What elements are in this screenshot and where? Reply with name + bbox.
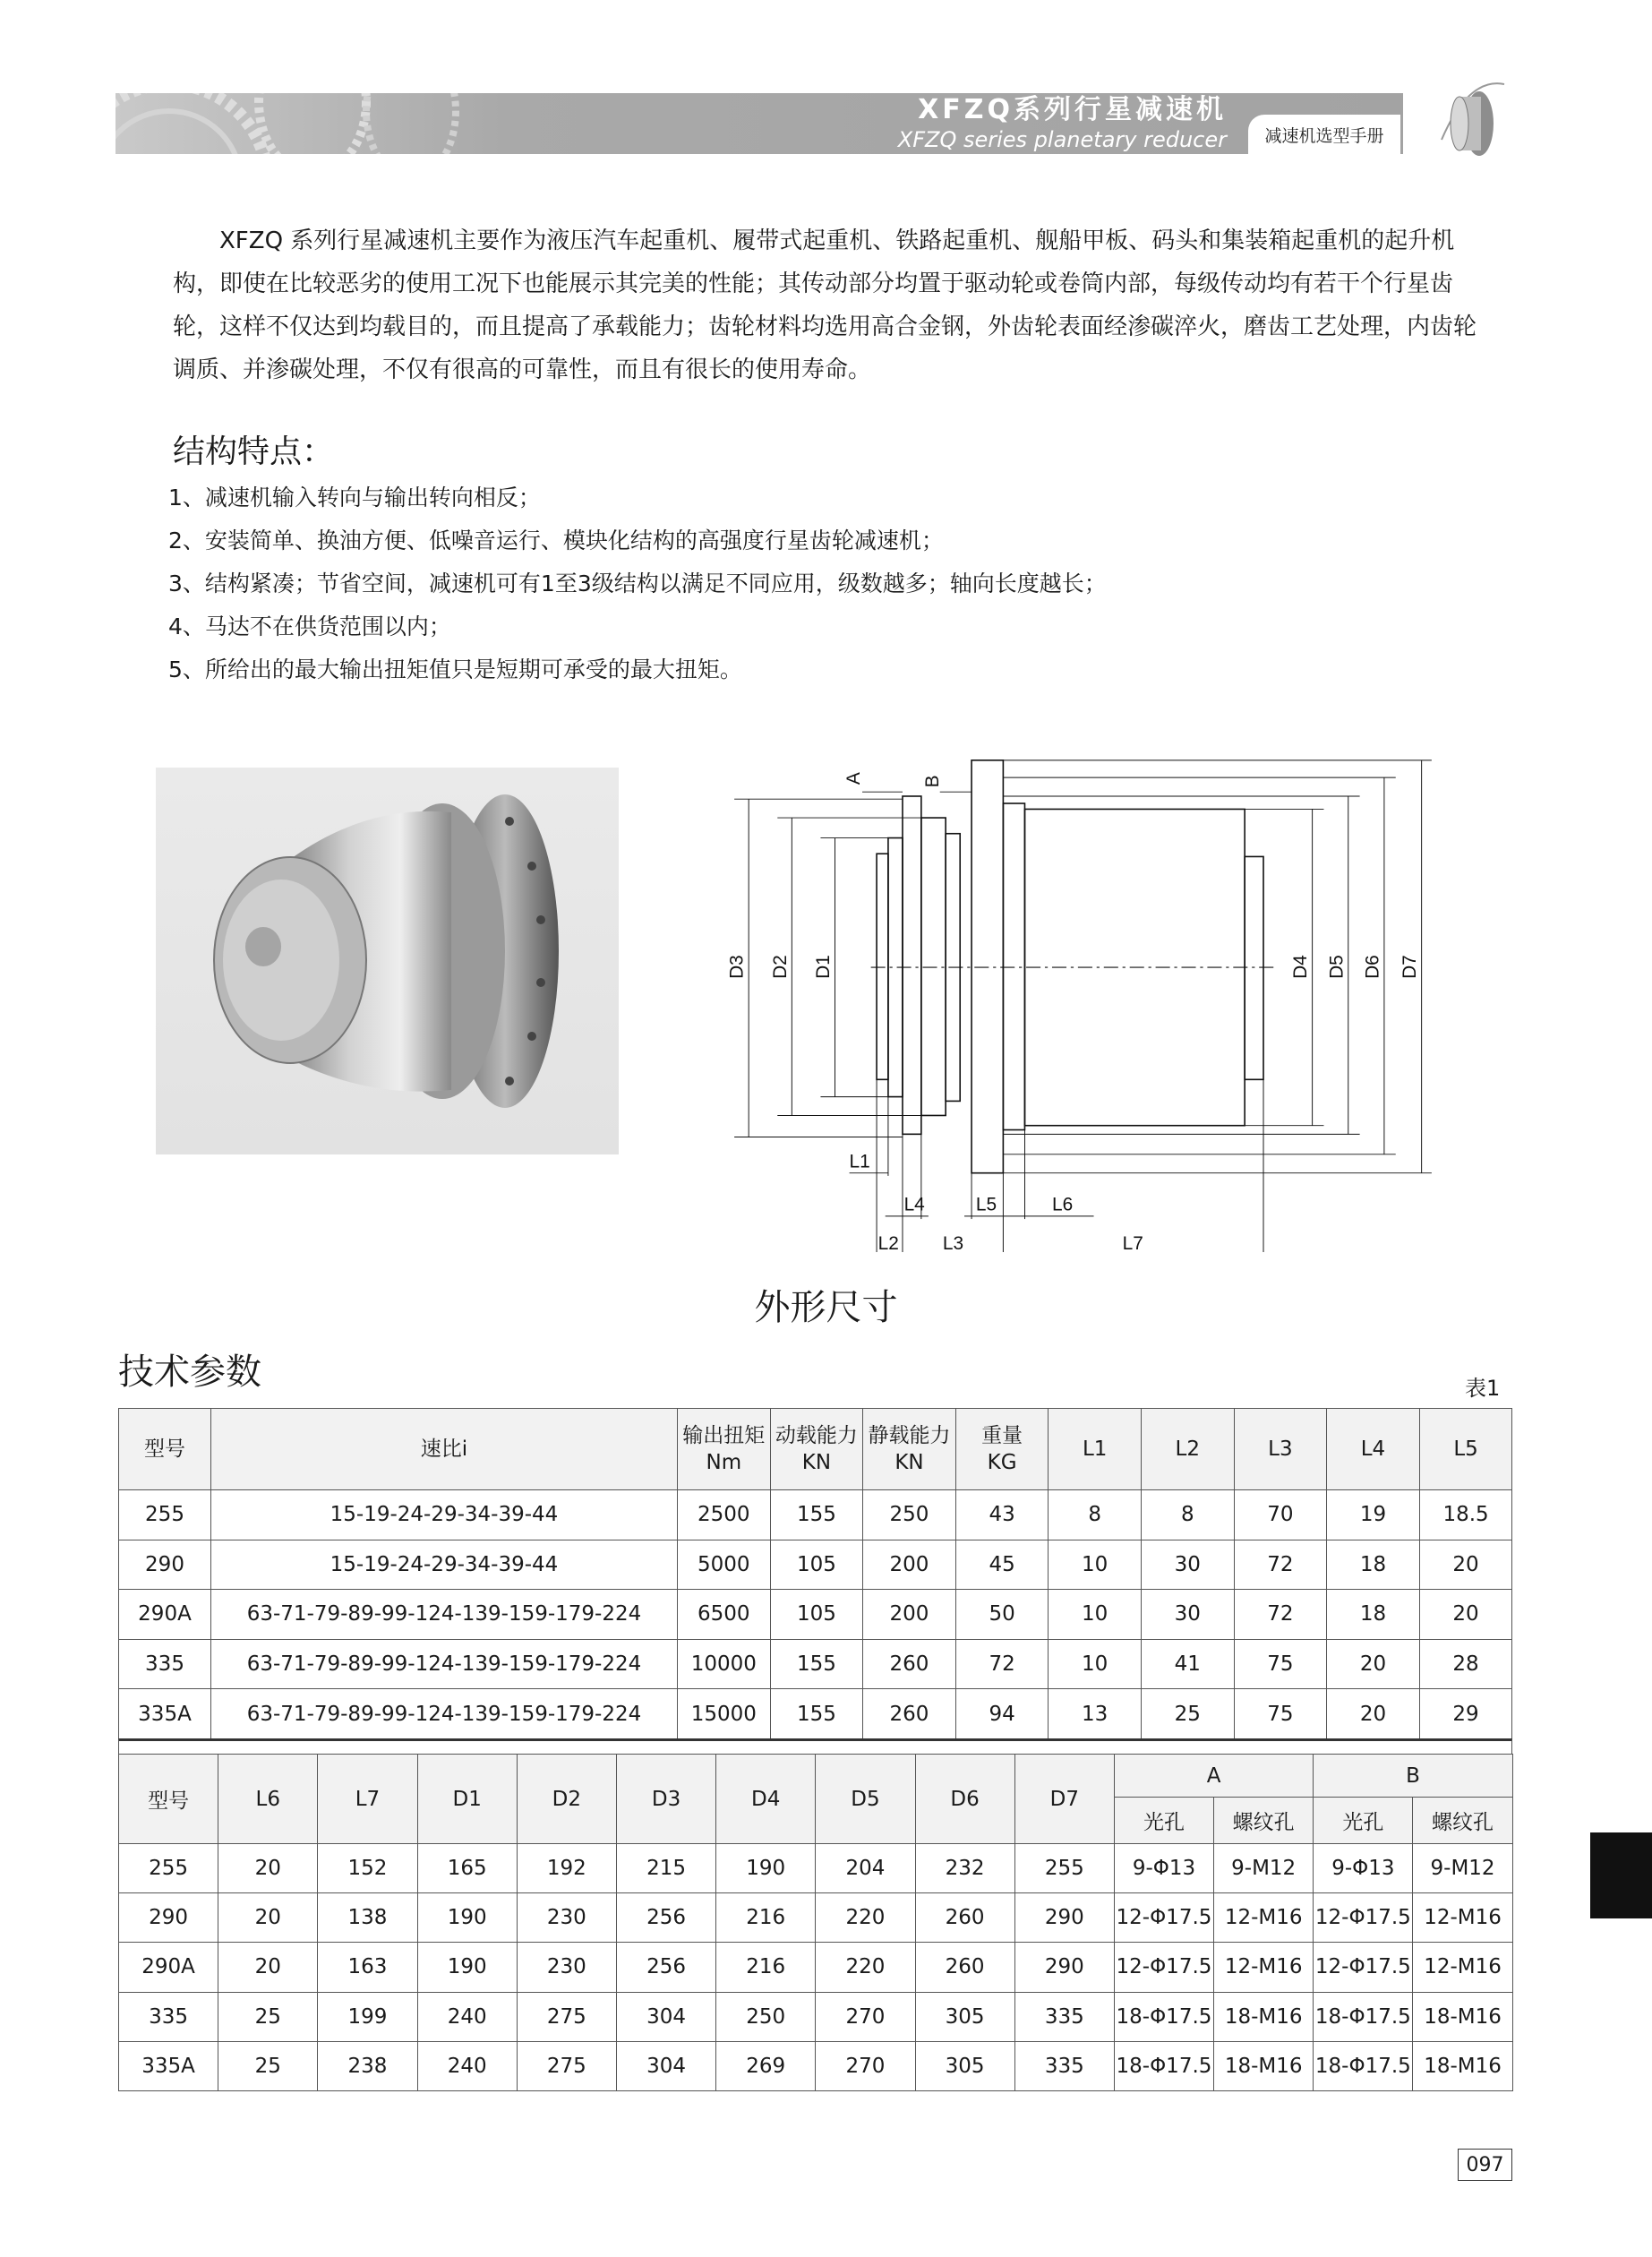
table-cell: 18-Φ17.5 [1314, 2041, 1413, 2090]
table-cell: 256 [616, 1893, 715, 1943]
table-cell: 305 [915, 2041, 1014, 2090]
column-header: L5 [1419, 1409, 1512, 1490]
table-cell: 18-Φ17.5 [1114, 2041, 1213, 2090]
table-row [119, 1893, 1513, 1943]
label-d4: D4 [1290, 955, 1312, 979]
table-cell: 260 [915, 1943, 1014, 1992]
label-d5: D5 [1326, 955, 1348, 979]
label-d7: D7 [1399, 955, 1421, 979]
feature-item: 4、马达不在供货范围以内； [168, 614, 451, 639]
table-cell: 15-19-24-29-34-39-44 [211, 1540, 678, 1590]
table-cell: 152 [318, 1844, 417, 1893]
table-cell: 12-M16 [1214, 1893, 1314, 1943]
column-group-b: B [1314, 1755, 1512, 1798]
table-cell: 200 [863, 1590, 956, 1640]
features-heading: 结构特点： [173, 433, 335, 470]
table-cell: 15000 [678, 1689, 771, 1739]
table-cell: 256 [616, 1943, 715, 1992]
table-cell: 255 [119, 1844, 218, 1893]
table-number: 表1 [1465, 1376, 1501, 1401]
table-cell: 18-M16 [1413, 1992, 1512, 2041]
table-cell: 260 [863, 1689, 956, 1739]
table-cell: 12-Φ17.5 [1314, 1893, 1413, 1943]
column-header: 型号 [119, 1755, 218, 1844]
table-cell: 9-M12 [1214, 1844, 1314, 1893]
column-header: 输出扭矩 Nm [678, 1409, 771, 1490]
table-cell: 255 [1014, 1844, 1114, 1893]
table-cell: 204 [816, 1844, 915, 1893]
label-a: A [843, 772, 864, 785]
table-cell: 105 [770, 1540, 863, 1590]
table-cell: 290A [119, 1590, 211, 1640]
table-cell: 304 [616, 2041, 715, 2090]
table-cell: 238 [318, 2041, 417, 2090]
column-group-a: A [1114, 1755, 1313, 1798]
table-cell: 290A [119, 1943, 218, 1992]
table-cell: 335A [119, 1689, 211, 1739]
table-cell: 20 [1327, 1639, 1420, 1689]
table-cell: 25 [1141, 1689, 1234, 1739]
table-row [119, 1943, 1513, 1992]
table-cell: 75 [1234, 1639, 1327, 1689]
label-d2: D2 [769, 955, 791, 979]
table-cell: 230 [517, 1943, 616, 1992]
table-header-row [119, 1755, 1513, 1798]
table-cell: 290 [1014, 1943, 1114, 1992]
table-cell: 163 [318, 1943, 417, 1992]
table-cell: 335 [119, 1639, 211, 1689]
table-cell: 305 [915, 1992, 1014, 2041]
table-cell: 63-71-79-89-99-124-139-159-179-224 [211, 1639, 678, 1689]
table-cell: 12-M16 [1413, 1943, 1512, 1992]
figure-caption-text: 外形尺寸 [754, 1287, 898, 1328]
features-list [168, 476, 1107, 691]
table-cell: 216 [716, 1943, 816, 1992]
table-cell: 25 [218, 2041, 318, 2090]
table-cell: 18 [1327, 1540, 1420, 1590]
table-cell: 9-Φ13 [1114, 1844, 1213, 1893]
table-cell: 41 [1141, 1639, 1234, 1689]
table-cell: 18 [1327, 1590, 1420, 1640]
table-cell: 8 [1141, 1490, 1234, 1540]
table-cell: 165 [417, 1844, 517, 1893]
table-cell: 290 [119, 1893, 218, 1943]
table-cell: 5000 [678, 1540, 771, 1590]
table-cell: 240 [417, 2041, 517, 2090]
table-cell: 335 [119, 1992, 218, 2041]
column-header: D3 [616, 1755, 715, 1844]
intro-paragraph: XFZQ 系列行星减速机主要作为液压汽车起重机、履带式起重机、铁路起重机、舰船甲板、码头和集装箱起重机的起升机构，即使在比较恶劣的使用工况下也能展示其完美的性能；其传动部分均置于驱动轮或卷筒内部，每级传动均有若干个行星齿轮，这样不仅达到均载目的，而且提高了承载能力；齿轮材料均选用高合金钢，外齿轮表面经渗碳淬火，磨齿工艺处理，内齿轮调质、并渗碳处理，不仅有很高的可靠性，而且有很长的使用寿命。 [173, 227, 1477, 383]
column-header: D7 [1014, 1755, 1114, 1844]
header-catalog-tag: 减速机选型手册 [1248, 115, 1400, 154]
table-cell: 12-Φ17.5 [1314, 1943, 1413, 1992]
table-cell: 20 [1327, 1689, 1420, 1739]
table-cell: 72 [1234, 1590, 1327, 1640]
table-cell: 260 [863, 1639, 956, 1689]
table-cell: 260 [915, 1893, 1014, 1943]
table-cell: 63-71-79-89-99-124-139-159-179-224 [211, 1590, 678, 1640]
table-cell: 50 [955, 1590, 1049, 1640]
feature-item: 5、所给出的最大输出扭矩值只是短期可承受的最大扭矩。 [168, 657, 742, 682]
feature-item: 3、结构紧凑；节省空间，减速机可有1至3级结构以满足不同应用，级数越多；轴向长度越长； [168, 571, 1107, 596]
table-row [119, 1992, 1513, 2041]
table-cell: 12-M16 [1214, 1943, 1314, 1992]
table-cell: 240 [417, 1992, 517, 2041]
table-cell: 199 [318, 1992, 417, 2041]
table-header-row [119, 1409, 1512, 1490]
table-cell: 269 [716, 2041, 816, 2090]
table-cell: 30 [1141, 1590, 1234, 1640]
table-cell: 290 [119, 1540, 211, 1590]
page-number: 097 [1458, 2149, 1512, 2181]
table-cell: 20 [218, 1943, 318, 1992]
reducer-thumbnail-icon [1433, 77, 1513, 159]
table-cell: 13 [1049, 1689, 1142, 1739]
label-d1: D1 [813, 955, 835, 979]
feature-item: 2、安装简单、换油方便、低噪音运行、模块化结构的高强度行星齿轮减速机； [168, 528, 944, 554]
label-l7: L7 [1122, 1232, 1143, 1252]
table-cell: 250 [716, 1992, 816, 2041]
table-cell: 155 [770, 1639, 863, 1689]
table-row [119, 1540, 1512, 1590]
column-subheader: 螺纹孔 [1214, 1798, 1314, 1844]
table-cell: 290 [1014, 1893, 1114, 1943]
table-cell: 15-19-24-29-34-39-44 [211, 1490, 678, 1540]
section-tab-marker [1590, 1832, 1652, 1918]
table-cell: 45 [955, 1540, 1049, 1590]
label-l4: L4 [903, 1194, 925, 1215]
table-cell: 9-M12 [1413, 1844, 1512, 1893]
table-cell: 155 [770, 1490, 863, 1540]
table-cell: 75 [1234, 1689, 1327, 1739]
table-cell: 220 [816, 1893, 915, 1943]
table-cell: 20 [1419, 1540, 1512, 1590]
label-l3: L3 [942, 1232, 964, 1252]
column-header: 速比i [211, 1409, 678, 1490]
table-row [119, 1490, 1512, 1540]
table-cell: 94 [955, 1689, 1049, 1739]
table-cell: 18-M16 [1214, 1992, 1314, 2041]
column-header: 动载能力 KN [770, 1409, 863, 1490]
table-cell: 6500 [678, 1590, 771, 1640]
label-b: B [922, 775, 944, 788]
label-l5: L5 [975, 1194, 997, 1215]
table-row [119, 1844, 1513, 1893]
table-row [119, 1689, 1512, 1739]
column-header: L2 [1141, 1409, 1234, 1490]
table-cell: 12-Φ17.5 [1114, 1943, 1213, 1992]
table-cell: 18.5 [1419, 1490, 1512, 1540]
table-row [119, 2041, 1513, 2090]
column-header: L7 [318, 1755, 417, 1844]
table-cell: 335A [119, 2041, 218, 2090]
table-cell: 304 [616, 1992, 715, 2041]
table-cell: 9-Φ13 [1314, 1844, 1413, 1893]
header-banner [116, 93, 1403, 154]
table-cell: 10 [1049, 1540, 1142, 1590]
table-cell: 20 [218, 1893, 318, 1943]
table-cell: 18-Φ17.5 [1314, 1992, 1413, 2041]
table-cell: 70 [1234, 1490, 1327, 1540]
table-cell: 190 [716, 1844, 816, 1893]
product-photo [156, 768, 619, 1154]
table-cell: 12-M16 [1413, 1893, 1512, 1943]
table-cell: 18-M16 [1413, 2041, 1512, 2090]
table-cell: 220 [816, 1943, 915, 1992]
column-header: 型号 [119, 1409, 211, 1490]
gear-decoration-icon [116, 93, 545, 154]
figure-caption [0, 1279, 1652, 1330]
table-cell: 270 [816, 2041, 915, 2090]
table-cell: 43 [955, 1490, 1049, 1540]
table-cell: 230 [517, 1893, 616, 1943]
column-header: L3 [1234, 1409, 1327, 1490]
table-cell: 18-Φ17.5 [1114, 1992, 1213, 2041]
table-cell: 25 [218, 1992, 318, 2041]
table-cell: 63-71-79-89-99-124-139-159-179-224 [211, 1689, 678, 1739]
table-cell: 192 [517, 1844, 616, 1893]
table-cell: 20 [218, 1844, 318, 1893]
table-cell: 10 [1049, 1590, 1142, 1640]
table-cell: 10 [1049, 1639, 1142, 1689]
column-header: L4 [1327, 1409, 1420, 1490]
column-subheader: 光孔 [1314, 1798, 1413, 1844]
table-cell: 190 [417, 1893, 517, 1943]
table-cell: 28 [1419, 1639, 1512, 1689]
table-cell: 19 [1327, 1490, 1420, 1540]
table-row [119, 1590, 1512, 1640]
table-cell: 255 [119, 1490, 211, 1540]
label-d6: D6 [1362, 955, 1383, 979]
table-row [119, 1639, 1512, 1689]
table-cell: 8 [1049, 1490, 1142, 1540]
dimension-drawing [727, 749, 1439, 1252]
table-cell: 18-M16 [1214, 2041, 1314, 2090]
table-cell: 232 [915, 1844, 1014, 1893]
column-header: D4 [716, 1755, 816, 1844]
table-cell: 200 [863, 1540, 956, 1590]
column-header: D6 [915, 1755, 1014, 1844]
table-cell: 138 [318, 1893, 417, 1943]
column-header: L1 [1049, 1409, 1142, 1490]
spec-table-1 [118, 1408, 1512, 1739]
table-cell: 155 [770, 1689, 863, 1739]
table-cell: 2500 [678, 1490, 771, 1540]
table-cell: 250 [863, 1490, 956, 1540]
table-cell: 275 [517, 1992, 616, 2041]
table-cell: 335 [1014, 1992, 1114, 2041]
table-cell: 105 [770, 1590, 863, 1640]
spec-table-2 [118, 1754, 1513, 2091]
header-title-cn: XFZQ系列行星减速机 [918, 94, 1227, 125]
column-header: 重量 KG [955, 1409, 1049, 1490]
table-cell: 216 [716, 1893, 816, 1943]
table-cell: 215 [616, 1844, 715, 1893]
tech-params-heading: 技术参数 [118, 1352, 261, 1393]
table-cell: 72 [1234, 1540, 1327, 1590]
table-cell: 270 [816, 1992, 915, 2041]
column-header: D5 [816, 1755, 915, 1844]
label-l1: L1 [849, 1151, 870, 1172]
table-cell: 190 [417, 1943, 517, 1992]
table-cell: 275 [517, 2041, 616, 2090]
label-d3: D3 [727, 955, 748, 979]
column-header: D1 [417, 1755, 517, 1844]
label-l2: L2 [877, 1232, 899, 1252]
column-header: L6 [218, 1755, 318, 1844]
column-header: D2 [517, 1755, 616, 1844]
column-subheader: 螺纹孔 [1413, 1798, 1512, 1844]
feature-item: 1、减速机输入转向与输出转向相反； [168, 485, 541, 511]
column-header: 静载能力 KN [863, 1409, 956, 1490]
table-cell: 20 [1419, 1590, 1512, 1640]
header-title-en: XFZQ series planetary reducer [897, 127, 1227, 152]
table-cell: 12-Φ17.5 [1114, 1893, 1213, 1943]
column-subheader: 光孔 [1114, 1798, 1213, 1844]
table-cell: 29 [1419, 1689, 1512, 1739]
table-cell: 72 [955, 1639, 1049, 1689]
table-cell: 10000 [678, 1639, 771, 1689]
table-cell: 335 [1014, 2041, 1114, 2090]
table-cell: 30 [1141, 1540, 1234, 1590]
label-l6: L6 [1051, 1194, 1074, 1215]
